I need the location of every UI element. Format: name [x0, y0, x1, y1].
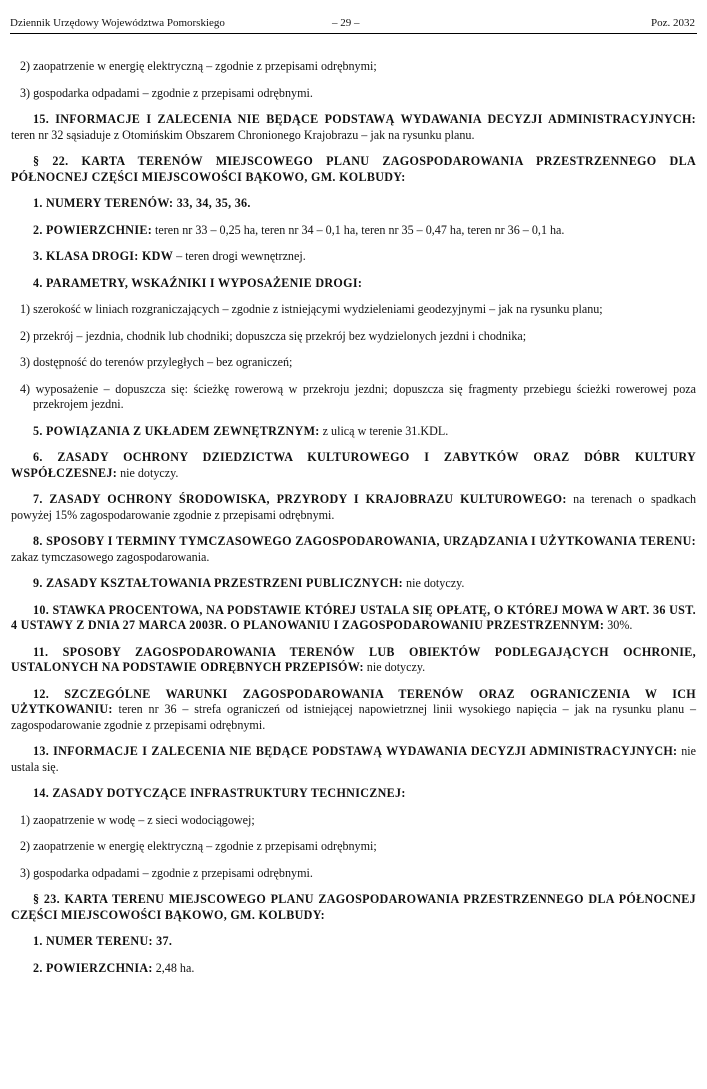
paragraph-heading: [11, 154, 696, 185]
journal-title: Dziennik Urzędowy Województwa Pomorskiego: [10, 17, 225, 29]
section-text: teren nr 36 – strefa ograniczeń od istniejącej napowietrznej linii wysokiego napięcia – jak na rysunku planu – zagospodarowanie zgodnie z przepisami odrębnymi.: [11, 702, 696, 732]
section-heading: 14. ZASADY DOTYCZĄCE INFRASTRUKTURY TECHNICZNEJ:: [33, 786, 406, 800]
position-number: Poz. 2032: [651, 17, 695, 29]
section-text: 2,48 ha.: [152, 960, 195, 975]
section-text: nie dotyczy.: [363, 660, 426, 674]
page-header: [10, 14, 697, 32]
list-item: 3) gospodarka odpadami – zgodnie z przepisami odrębnymi.: [20, 865, 313, 880]
section-paragraph: [11, 687, 696, 734]
section-text: z ulicą w terenie 31.KDL.: [319, 423, 449, 438]
section-heading: 2. POWIERZCHNIA:: [33, 960, 153, 975]
section-paragraph: [11, 196, 696, 212]
section-paragraph: [11, 934, 696, 950]
section-heading: 11. SPOSOBY ZAGOSPODAROWANIA TERENÓW LUB OBIEKTÓW PODLEGAJĄCYCH OCHRONIE, USTALONYCH NA PODSTAWIE ODRĘBNYCH PRZEPISÓW:: [11, 644, 696, 674]
header-divider: [10, 33, 697, 34]
section-paragraph: [11, 424, 696, 440]
section-paragraph: [11, 249, 696, 265]
section-heading: 12. SZCZEGÓLNE WARUNKI ZAGOSPODAROWANIA TERENÓW ORAZ OGRANICZENIA W ICH UŻYTKOWANIU:: [11, 686, 696, 716]
section-text: nie ustala się.: [11, 744, 696, 774]
section-heading: 3. KLASA DROGI: KDW: [33, 249, 174, 263]
section-text: na terenach o spadkach powyżej 15% zagospodarowanie zgodnie z przepisami odrębnymi.: [11, 492, 696, 522]
list-item: 4) wyposażenie – dopuszcza się: ścieżkę rowerową w przekroju jezdni; dopuszcza się fragmenty przebiegu ścieżki rowerowej poza przekrojem jezdni.: [20, 381, 696, 411]
section-text: teren nr 33 – 0,25 ha, teren nr 34 – 0,1 ha, teren nr 35 – 0,47 ha, teren nr 36 – 0,1 ha.: [152, 222, 565, 237]
section-paragraph: [11, 112, 696, 143]
section-paragraph: [11, 961, 696, 977]
list-item: 3) gospodarka odpadami – zgodnie z przepisami odrębnymi.: [20, 85, 313, 100]
section-paragraph: [11, 645, 696, 676]
section-heading: 6. ZASADY OCHRONY DZIEDZICTWA KULTUROWEGO I ZABYTKÓW ORAZ DÓBR KULTURY WSPÓŁCZESNEJ:: [11, 450, 696, 480]
section-heading: 1. NUMER TERENU: 37.: [33, 934, 173, 948]
section-paragraph: [11, 223, 696, 239]
list-item: 2) zaopatrzenie w energię elektryczną – zgodnie z przepisami odrębnymi;: [20, 839, 377, 853]
section-text: zakaz tymczasowego zagospodarowania.: [11, 549, 210, 564]
section-text: teren nr 32 sąsiaduje z Otomińskim Obszarem Chronionego Krajobrazu – jak na rysunku planu.: [11, 127, 475, 142]
section-heading: 4. PARAMETRY, WSKAŹNIKI I WYPOSAŻENIE DROGI:: [33, 275, 363, 290]
document-body: [11, 59, 696, 976]
section-heading: 2. POWIERZCHNIE:: [33, 222, 153, 237]
section-heading: 1. NUMERY TERENÓW: 33, 34, 35, 36.: [33, 196, 251, 210]
section-paragraph: [11, 450, 696, 481]
section-paragraph: [11, 276, 696, 292]
section-text: nie dotyczy.: [117, 465, 179, 480]
section-heading: 9. ZASADY KSZTAŁTOWANIA PRZESTRZENI PUBLICZNYCH:: [33, 576, 404, 590]
section-text: nie dotyczy.: [403, 576, 465, 590]
section-paragraph: [11, 534, 696, 565]
chapter-heading: § 23. KARTA TERENU MIEJSCOWEGO PLANU ZAGOSPODAROWANIA PRZESTRZENNEGO DLA PÓŁNOCNEJ CZĘŚCI MIEJSCOWOŚCI BĄKOWO, GM. KOLBUDY:: [11, 892, 696, 922]
section-paragraph: [11, 744, 696, 775]
section-heading: 13. INFORMACJE I ZALECENIA NIE BĘDĄCE PODSTAWĄ WYDAWANIA DECYZJI ADMINISTRACYJNYCH:: [33, 744, 678, 758]
chapter-heading: § 22. KARTA TERENÓW MIEJSCOWEGO PLANU ZAGOSPODAROWANIA PRZESTRZENNEGO DLA PÓŁNOCNEJ CZĘŚCI MIEJSCOWOŚCI BĄKOWO, GM. KOLBUDY:: [11, 154, 696, 184]
section-heading: 10. STAWKA PROCENTOWA, NA PODSTAWIE KTÓREJ USTALA SIĘ OPŁATĘ, O KTÓREJ MOWA W ART. 36 UST. 4 USTAWY Z DNIA 27 MARCA 2003R. O PLANOWANIU I ZAGOSPODAROWANIU PRZESTRZENNYM:: [11, 602, 696, 632]
section-heading: 15. INFORMACJE I ZALECENIA NIE BĘDĄCE PODSTAWĄ WYDAWANIA DECYZJI ADMINISTRACYJNYCH:: [33, 112, 696, 126]
section-text: 30%.: [604, 618, 633, 632]
list-item: 2) zaopatrzenie w energię elektryczną – zgodnie z przepisami odrębnymi;: [20, 59, 377, 73]
list-item: 2) przekrój – jezdnia, chodnik lub chodniki; dopuszcza się przekrój bez wydzielonych jezdni i chodnika;: [20, 328, 527, 343]
section-text: – teren drogi wewnętrznej.: [173, 249, 306, 263]
section-heading: 5. POWIĄZANIA Z UKŁADEM ZEWNĘTRZNYM:: [33, 423, 320, 438]
section-heading: 7. ZASADY OCHRONY ŚRODOWISKA, PRZYRODY I KRAJOBRAZU KULTUROWEGO:: [33, 492, 567, 506]
section-heading: 8. SPOSOBY I TERMINY TYMCZASOWEGO ZAGOSPODAROWANIA, URZĄDZANIA I UŻYTKOWANIA TERENU:: [33, 534, 696, 548]
list-item: 1) szerokość w liniach rozgraniczających – zgodnie z istniejącymi wydzieleniami geodezyjnymi – jak na rysunku planu;: [20, 302, 603, 316]
section-paragraph: [11, 786, 696, 802]
paragraph-heading: [11, 892, 696, 923]
section-paragraph: [11, 603, 696, 634]
page-number: – 29 –: [332, 17, 360, 29]
list-item: 3) dostępność do terenów przyległych – bez ograniczeń;: [20, 355, 293, 369]
section-paragraph: [11, 492, 696, 523]
list-item: 1) zaopatrzenie w wodę – z sieci wodociągowej;: [20, 812, 255, 827]
section-paragraph: [11, 576, 696, 592]
